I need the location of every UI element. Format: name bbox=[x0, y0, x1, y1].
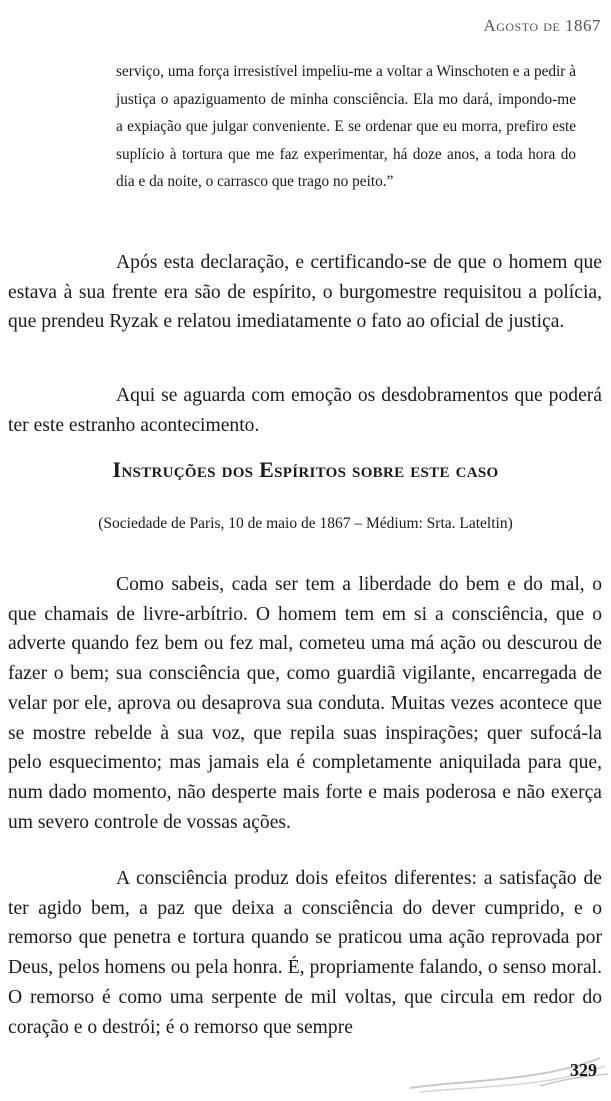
paragraph-awaiting: Aqui se aguarda com emoção os desdobramentos que poderá ter este estranho acontecimento. bbox=[8, 385, 602, 436]
section-subtitle: (Sociedade de Paris, 10 de maio de 1867 – Médium: Srta. Lateltin) bbox=[98, 515, 513, 532]
running-header: Agosto de 1867 bbox=[483, 16, 601, 35]
page-number: 329 bbox=[570, 1060, 597, 1080]
paragraph-declaration: Após esta declaração, e certificando-se de que o homem que estava à sua frente era são de espírito, o burgomestre requisitou a polícia, que prendeu Ryzak e relatou imediatamente o fato ao oficial de justiça. bbox=[8, 252, 602, 333]
paragraph-remorse: A consciência produz dois efeitos diferentes: a satisfação de ter agido bem, a paz que deixa a consciência do dever cumprido, e o remorso que penetra e tortura quando se praticou uma ação reprovada por Deus, pelos homens ou pela honra. É, propriamente falando, o senso moral. O remorso é como uma serpente de mil voltas, que circula em redor do coração e o destrói; é o remorso que sempre bbox=[8, 868, 602, 1038]
quoted-testimony: serviço, uma força irresistível impeliu-me a voltar a Winschoten e a pedir à justiça o apaziguamento de minha consciência. Ela mo dará, impondo-me a expiação que julgar conveniente. E se ordenar que eu morra, prefiro este suplício à tortura que me faz experimentar, há doze anos, a toda hora do dia e da noite, o carrasco que trago no peito.” bbox=[116, 63, 576, 190]
paragraph-free-will: Como sabeis, cada ser tem a liberdade do bem e do mal, o que chamais de livre-arbítrio. O homem tem em si a consciência, que o adverte quando fez bem ou fez mal, cometeu uma má ação ou descurou de fazer o bem; sua consciência que, como guardiã vigilante, encarregada de velar por ele, aprova ou desaprova sua conduta. Muitas vezes acontece que se mostre rebelde à sua voz, que repila suas inspirações; quer sufocá-la pelo esquecimento; mas jamais ela é completamente aniquilada para que, num dado momento, não desperte mais forte e mais poderosa e não exerça um severo controle de vossas ações. bbox=[8, 574, 602, 833]
section-title: Instruções dos Espíritos sobre este caso bbox=[112, 457, 499, 482]
